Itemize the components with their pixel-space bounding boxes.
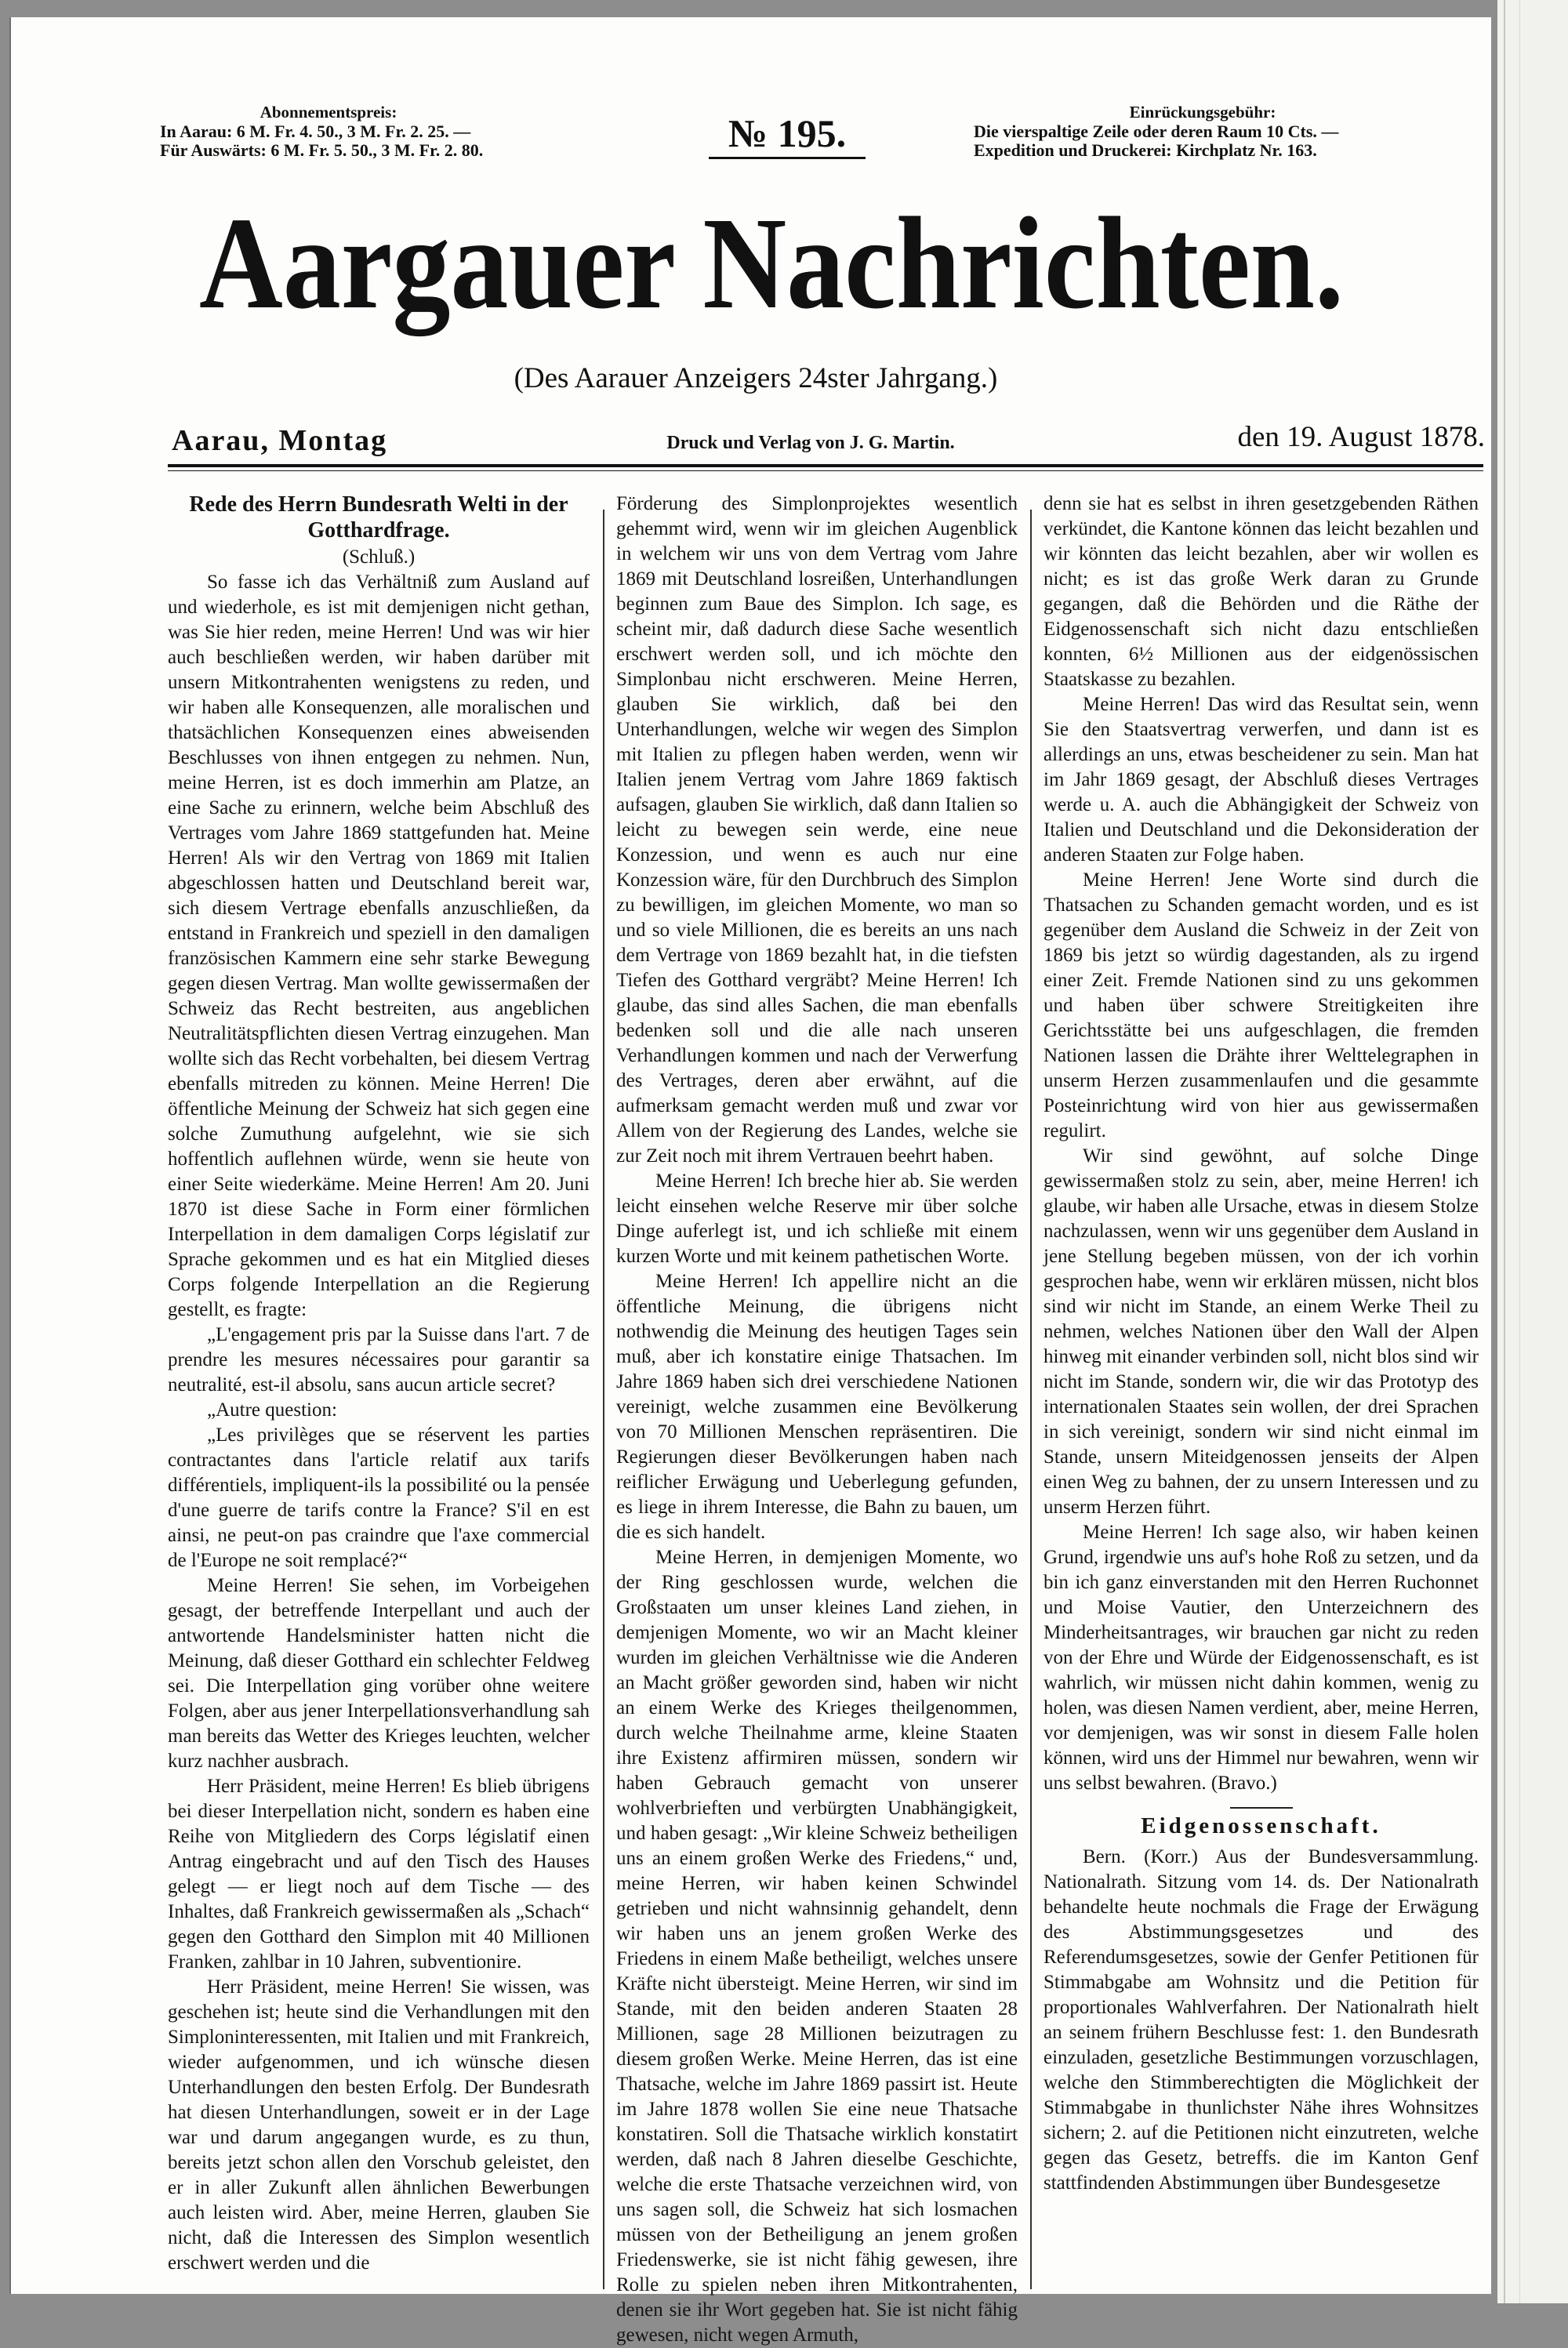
issue-underline [709,157,866,159]
article-quote: „Les privilèges que se réservent les parties contractantes dans l'article relatif aux tarifs différentiels, impliquent-ils la possibilité ou la pensée d'une guerre de tarifs contre la France? S'il en est ainsi, ne peut-on pas craindre que l'axe commercial de l'Europe ne soit remplacé?“ [168,1424,590,1571]
fees-line-rate: Die vierspaltige Zeile oder deren Raum 10 Cts. — [974,122,1339,141]
column-1 [168,492,590,2287]
header-rule-thick [168,464,1483,467]
issue-number: № 195. [728,111,847,155]
article-quote: „L'engagement pris par la Suisse dans l'art. 7 de prendre les mesures nécessaires pour garantir sa neutralité, est-il absolu, sans aucun article secret? [168,1324,590,1395]
fees-title: Einrückungsgebühr: [1129,103,1276,122]
header-rule-thin [168,470,1483,471]
subscription-block [164,103,493,122]
subscription-title: Abonnementspreis: [260,103,397,122]
subtitle: (Des Aarauer Anzeigers 24ster Jahrgang.) [514,362,998,394]
article-paragraph: Meine Herren! Sie sehen, im Vorbeigehen gesagt, der betreffende Interpellant und auch der antwortende Handelsminister hatten nicht die Meinung, daß dieser Gotthard ein schlechter Feldweg sei. Die Interpellation ging vorüber ohne weitere Folgen, aber aus jener Interpellationsverhandlung sah man bereits das Wetter des Krieges leuchten, welcher kurz nachher ausbrach. [168,1575,590,1772]
column-rule-2 [1030,510,1032,2289]
article-paragraph: Meine Herren! Ich appellire nicht an die öffentliche Meinung, die übrigens nicht nothwendig die Meinung des heutigen Tages sein muß, aber ich konstatire einige Thatsachen. Im Jahre 1869 haben sich drei verschiedene Nationen vereinigt, welche zusammen eine Bevölkerung von 70 Millionen Menschen repräsentiren. Die Regierungen dieser Bevölkerungen haben nach reiflicher Erwägung und Ueberlegung gefunden, es liege in ihrem Interesse, die Bahn zu bauen, um die es sich handelt. [616,1271,1018,1543]
section-heading: Eidgenossenschaft. [1141,1813,1381,1838]
fees-block [999,103,1406,122]
article-paragraph: Meine Herren! Das wird das Resultat sein, wenn Sie den Staatsvertrag verwerfen, und dann ist es allerdings an uns, etwas bescheidener zu sein. Man hat im Jahr 1869 gesagt, der Abschluß dieses Vertrages werde u. A. auch die Abhängigkeit der Schweiz von Italien und Deutschland und die Dekonsideration der anderen Staaten zur Folge haben. [1044,694,1479,866]
article-paragraph: Meine Herren! Ich sage also, wir haben keinen Grund, irgendwie uns auf's hohe Roß zu setzen, und da bin ich ganz einverstanden mit den Herren Ruchonnet und Moise Vautier, den Unterzeichnern des Minderheitsantrages, wir brauchen gar nicht zu reden von der Ehre und Würde der Eidgenossenschaft, es ist wahrlich, wir müssen nicht dahin kommen, wenig zu holen, was diesen Namen verdient, aber, meine Herren, vor demjenigen, was wir sonst in diesem Falle holen können, wird uns der Himmel nur bewahren, wenn wir uns selbst bewahren. (Bravo.) [1044,1522,1479,1794]
fees-line-office: Expedition und Druckerei: Kirchplatz Nr. 163. [974,140,1317,160]
publisher-line: Druck und Verlag von J. G. Martin. [666,433,955,453]
article-paragraph: Herr Präsident, meine Herren! Sie wissen, was geschehen ist; heute sind die Verhandlungen mit den Simploninteressenten, mit Italien und mit Frankreich, wieder aufgenommen, und ich wünsche diesen Unterhandlungen den besten Erfolg. Der Bundesrath hat diesen Unterhandlungen, soweit er in der Lage war und darum angegangen wurde, es zu thun, bereits jetzt schon allen den Vorschub geleistet, den er in aller Zukunft allen ähnlichen Bewerbungen auch leisten wird. Aber, meine Herren, glauben Sie nicht, daß die Interessen des Simplon wesentlich erschwert werden und die [168,1976,590,2274]
place-day: Aarau, Montag [172,424,388,457]
column-3 [1044,492,1479,2287]
article-paragraph: denn sie hat es selbst in ihren gesetzgebenden Räthen verkündet, die Kantone können das leicht bezahlen und wir könnten das leicht bezahlen, aber wir wollen es nicht; es ist das große Werk daran zu Grunde gegangen, daß die Behörden und die Räthe der Eidgenossenschaft sich nicht dazu entschließen konnten, 6½ Millionen aus der eidgenössischen Staatskasse zu bezahlen. [1044,493,1479,690]
column-2 [616,492,1018,2346]
article-heading: Rede des Herrn Bundesrath Welti in der Gotthardfrage. [189,492,568,543]
column-rule-1 [603,510,604,2289]
masthead-title: Aargauer Nachrichten. [199,191,1344,336]
issue-date: den 19. August 1878. [1237,421,1485,453]
news-paragraph: Bern. (Korr.) Aus der Bundesversammlung. Nationalrath. Sitzung vom 14. ds. Der Nationalrath behandelte heute nochmals die Frage der Erwägung des Abstimmungsgesetzes und des Referendumsgesetzes, sowie der Genfer Petitionen für Stimmabgabe am Wohnsitz und die Petition für proportionales Wahlverfahren. Der Nationalrath hielt an seinem frühern Beschlusse fest: 1. den Bundesrath einzuladen, gesetzliche Bestimmungen vorzuschlagen, welche den Stimmberechtigten die Möglichkeit der Stimmabgabe in thunlichster Nähe ihres Wohnsitzes sichern; 2. auf die Petitionen nicht einzutreten, welche gegen das Gesetz, betreffs. die im Kanton Genf stattfindenden Abstimmungen über Bundesgesetze [1044,1846,1479,2194]
adjacent-page-edge [1497,0,1568,2303]
subscription-line-abroad: Für Auswärts: 6 M. Fr. 5. 50., 3 M. Fr. 2. 80. [160,140,484,160]
article-paragraph: Meine Herren! Ich breche hier ab. Sie werden leicht einsehen welche Reserve mir über solche Dinge auferlegt ist, und ich schließe mit einem kurzen Worte und mit keinem pathetischen Worte. [616,1170,1018,1267]
newspaper-page [9,17,1491,2346]
article-quote: „Autre question: [207,1399,337,1421]
article-paragraph: Förderung des Simplonprojektes wesentlich gehemmt wird, wenn wir im gleichen Augenblick in welchem wir uns von dem Vertrag vom Jahre 1869 mit Deutschland losreißen, Unterhandlungen beginnen zum Baue des Simplon. Ich sage, es scheint mir, daß dadurch diese Sache wesentlich erschwert werden soll, und ich möchte den Simplonbau nicht erschweren. Meine Herren, glauben Sie wirklich, daß bei den Unterhandlungen, welche wir wegen des Simplon mit Italien zu pflegen haben werden, wenn wir Italien jenem Vertrag vom Jahre 1869 faktisch aufsagen, glauben Sie wirklich, daß dann Italien so leicht zu bewegen sein werde, eine neue Konzession, und wenn es auch nur eine Konzession wäre, für den Durchbruch des Simplon zu bewilligen, im gleichen Momente, wo man so und so viele Millionen, die es bereits an uns nach dem Vertrage von 1869 bezahlt hat, in die tiefsten Tiefen des Gotthard vergräbt? Meine Herren! Ich glaube, das sind alles Sachen, die man ebenfalls bedenken soll und die alle nach unseren Verhandlungen kommen und nach der Verwerfung des Vertrages, deren aber erwähnt, auf die aufmerksam gemacht werden muß und zwar vor Allem von der Regierung des Landes, welche sie zur Zeit noch mit ihrem Vertrauen beehrt haben. [616,493,1018,1167]
section-divider [1230,1807,1293,1809]
article-paragraph: So fasse ich das Verhältniß zum Ausland auf und wiederhole, es ist mit demjenigen nicht gethan, was Sie hier reden, meine Herren! Und was wir hier auch beschließen werden, wir haben darüber mit unsern Mitkontrahenten wenigstens zu reden, und wir haben alle Konsequenzen, alle moralischen und thatsächlichen Konsequenzen eines abweisenden Beschlusses von ihnen entgegen zu nehmen. Nun, meine Herren, ist es doch immerhin am Platze, an eine Sache zu erinnern, welche beim Abschluß des Vertrages vom Jahre 1869 stattgefunden hat. Meine Herren! Als wir den Vertrag von 1869 mit Italien abgeschlossen hatten und Deutschland bereit war, sich diesem Vertrage ebenfalls anzuschließen, da entstand in Frankreich und speziell in den damaligen französischen Kammern eine sehr starke Bewegung gegen diesen Vertrag. Man wollte gewissermaßen der Schweiz das Recht bestreiten, aus angeblichen Neutralitätspflichten diesen Vertrag einzugehen. Man wollte sich das Recht vorbehalten, bei diesem Vertrag ebenfalls mitreden zu können. Meine Herren! Die öffentliche Meinung der Schweiz hat sich gegen eine solche Zumuthung aufgelehnt, wie sie sich hoffentlich auflehnen würde, wenn sie heute von einer Seite wiederkäme. Meine Herren! Am 20. Juni 1870 ist diese Sache in Form einer förmlichen Interpellation in dem damaligen Corps législatif zur Sprache gekommen und es hat ein Mitglied dieses Corps folgende Interpellation an die Regierung gestellt, es fragte: [168,572,590,1320]
fees-lines [974,122,1475,160]
subscription-lines [160,122,662,160]
article-paragraph: Herr Präsident, meine Herren! Es blieb übrigens bei dieser Interpellation nicht, sondern es haben eine Reihe von Mitgliedern des Corps législatif einen Antrag eingebracht und auf den Tisch des Hauses gelegt — er liegt noch auf dem Tische — des Inhaltes, daß Frankreich gewissermaßen als „Schach“ gegen den Gotthard den Simplon mit 40 Millionen Franken, zahlbar in 10 Jahren, subventionire. [168,1776,590,1972]
article-subheading: (Schluß.) [342,546,416,568]
article-paragraph: Meine Herren! Jene Worte sind durch die Thatsachen zu Schanden gemacht worden, und es ist gegenüber dem Ausland die Schweiz in der Zeit von 1869 bis jetzt so würdig dagestanden, als zu irgend einer Zeit. Fremde Nationen sind zu uns gekommen und haben über schwere Streitigkeiten ihre Gerichtsstätte bei uns aufgeschlagen, die fremden Nationen lassen die Drähte ihrer Welttelegraphen in unserm Herzen zusammenlaufen und die gesammte Posteinrichtung wird von hier aus gewissermaßen regulirt. [1044,869,1479,1141]
masthead-lettering [191,191,1352,336]
subscription-line-local: In Aarau: 6 M. Fr. 4. 50., 3 M. Fr. 2. 25. — [160,122,471,141]
article-paragraph: Meine Herren, in demjenigen Momente, wo der Ring geschlossen wurde, welchen die Großstaaten um unser kleines Land ziehen, in demjenigen Momente, wo wir an Macht kleiner wurden im gleichen Verhältnisse wie die Anderen an Macht größer geworden sind, haben wir nicht an einem Werke des Krieges theilgenommen, durch welche Theilnahme arme, kleine Staaten ihre Existenz affirmiren müssen, sondern wir haben Gebrauch gemacht von unserer wohlverbrieften und verbürgten Unabhängigkeit, und haben gesagt: „Wir kleine Schweiz betheiligen uns an einem großen Werke des Friedens,“ und, meine Herren, wir haben keinen Schwindel getrieben und nicht wahnsinnig gehandelt, denn wir haben uns an jenem großen Werke des Friedens in einem Maße betheiligt, welches unsere Kräfte nicht übersteigt. Meine Herren, wir sind im Stande, mit den beiden anderen Staaten 28 Millionen, sage 28 Millionen beizutragen zu diesem großen Werke. Meine Herren, das ist eine Thatsache, welche im Jahre 1869 passirt ist. Heute im Jahre 1878 wollen Sie eine neue Thatsache konstatiren. Soll die Thatsache wirklich konstatirt werden, daß nach 8 Jahren dieselbe Geschichte, welche die erste Thatsache verzeichnen wird, von uns sagen soll, die Schweiz hat sich losmachen müssen von der Betheiligung an jenem großen Friedenswerke, sie ist nicht fähig gewesen, ihre Rolle zu spielen neben ihren Mitkontrahenten, denen sie ihr Wort gegeben hat. Sie ist nicht fähig gewesen, nicht wegen Armuth, [616,1547,1018,2346]
article-paragraph: Wir sind gewöhnt, auf solche Dinge gewissermaßen stolz zu sein, aber, meine Herren! ich glaube, wir haben alle Ursache, etwas in diesem Stolze nachzulassen, wenn wir uns gegenüber dem Ausland in jene Stellung begeben müssen, von der ich vorhin gesprochen habe, wenn wir erklären müssen, nicht blos sind wir nicht im Stande, an einem Werke Theil zu nehmen, welches Nationen über den Wall der Alpen hinweg mit einander verbinden soll, nicht blos sind wir nicht im Stande, sondern wir, die wir das Prototyp des internationalen Staates sein wollen, der drei Sprachen in sich vereinigt, sondern wir sind nicht einmal im Stande, unsern Miteidgenossen jenseits der Alpen einen Weg zu bahnen, der zu unsern Interessen und zu unserm Herzen führt. [1044,1145,1479,1518]
masthead [191,191,1352,336]
